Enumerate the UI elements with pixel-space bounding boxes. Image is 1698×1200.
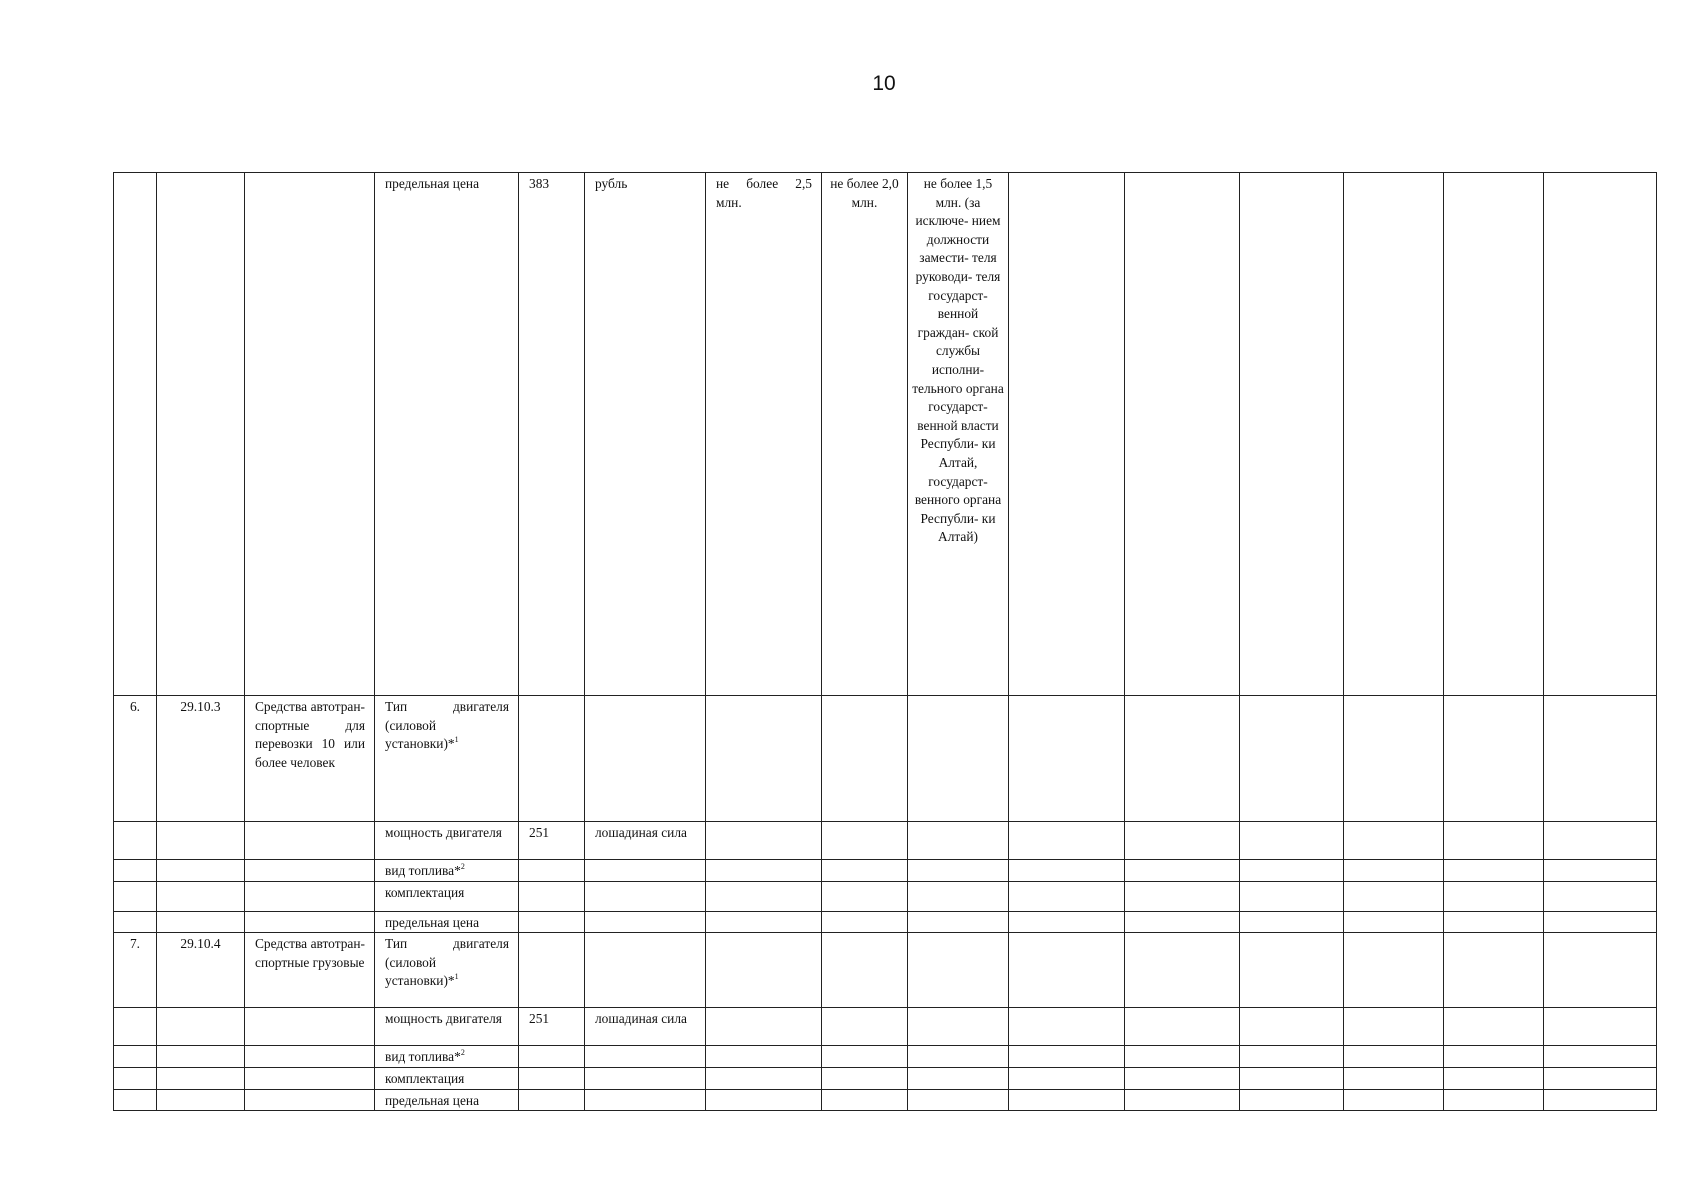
empty-cell	[1125, 1089, 1240, 1111]
empty-cell	[908, 881, 1009, 911]
empty-cell	[1444, 860, 1544, 882]
unit-code-cell	[519, 696, 585, 822]
empty-cell	[1544, 1089, 1657, 1111]
empty-cell	[1240, 696, 1344, 822]
empty-cell	[1009, 1067, 1125, 1089]
empty-cell	[1240, 1046, 1344, 1068]
empty-cell	[1009, 911, 1125, 933]
empty-cell	[1125, 173, 1240, 696]
unit-name-cell	[585, 1046, 706, 1068]
characteristic-text: вид топлива*	[385, 1049, 461, 1065]
empty-cell	[1444, 911, 1544, 933]
unit-code-cell: 251	[519, 822, 585, 860]
empty-cell	[1444, 1067, 1544, 1089]
index-cell	[114, 1067, 157, 1089]
unit-code-cell	[519, 911, 585, 933]
empty-cell	[1444, 933, 1544, 1008]
characteristic-text: Тип двигателя (силовой установки)*	[385, 699, 509, 752]
footnote-marker: 2	[460, 862, 465, 871]
empty-cell	[706, 1067, 822, 1089]
table-row	[114, 1067, 1657, 1089]
empty-cell	[706, 860, 822, 882]
empty-cell	[1240, 860, 1344, 882]
unit-name-cell	[585, 696, 706, 822]
characteristic-cell	[375, 933, 519, 1008]
unit-code-cell: 251	[519, 1008, 585, 1046]
empty-cell	[822, 1046, 908, 1068]
name-cell	[245, 881, 375, 911]
characteristic-text: Тип двигателя (силовой установки)*	[385, 936, 509, 989]
empty-cell	[1125, 1046, 1240, 1068]
index-cell	[114, 860, 157, 882]
name-cell	[245, 822, 375, 860]
unit-code-cell	[519, 881, 585, 911]
empty-cell	[1009, 860, 1125, 882]
table-row	[114, 1008, 1657, 1046]
table-row	[114, 1089, 1657, 1111]
unit-code-cell	[519, 1067, 585, 1089]
characteristic-cell: предельная цена	[375, 911, 519, 933]
okpd-cell	[157, 881, 245, 911]
empty-cell	[822, 881, 908, 911]
empty-cell	[1544, 933, 1657, 1008]
index-cell	[114, 1008, 157, 1046]
empty-cell	[1009, 933, 1125, 1008]
okpd-cell: 29.10.4	[157, 933, 245, 1008]
empty-cell	[1009, 1089, 1125, 1111]
empty-cell	[1240, 1067, 1344, 1089]
unit-code-cell: 383	[519, 173, 585, 696]
empty-cell	[1344, 911, 1444, 933]
empty-cell	[908, 822, 1009, 860]
unit-name-cell	[585, 933, 706, 1008]
table-row	[114, 881, 1657, 911]
name-cell	[245, 1008, 375, 1046]
table-row	[114, 911, 1657, 933]
empty-cell	[822, 1067, 908, 1089]
empty-cell	[1444, 1008, 1544, 1046]
page-number: 10	[872, 72, 896, 95]
unit-name-cell	[585, 860, 706, 882]
empty-cell	[706, 1046, 822, 1068]
name-cell: Средства автотран-спортные грузовые	[245, 933, 375, 1008]
empty-cell	[1444, 173, 1544, 696]
empty-cell	[1240, 881, 1344, 911]
empty-cell	[706, 696, 822, 822]
okpd-cell	[157, 1046, 245, 1068]
empty-cell	[1009, 1046, 1125, 1068]
empty-cell	[822, 696, 908, 822]
characteristic-cell: мощность двигателя	[375, 1008, 519, 1046]
empty-cell	[1240, 933, 1344, 1008]
value-cell-1: не более 2,5 млн.	[706, 173, 822, 696]
empty-cell	[908, 911, 1009, 933]
index-cell	[114, 1089, 157, 1111]
empty-cell	[1344, 1046, 1444, 1068]
empty-cell	[1544, 1008, 1657, 1046]
empty-cell	[706, 1008, 822, 1046]
index-cell	[114, 911, 157, 933]
index-cell: 6.	[114, 696, 157, 822]
name-cell: Средства автотран-спортные для перевозки 10 или более человек	[245, 696, 375, 822]
empty-cell	[908, 1008, 1009, 1046]
name-cell	[245, 1067, 375, 1089]
unit-code-cell	[519, 1089, 585, 1111]
empty-cell	[1009, 881, 1125, 911]
unit-name-cell	[585, 1089, 706, 1111]
index-cell	[114, 1046, 157, 1068]
empty-cell	[1444, 822, 1544, 860]
name-cell	[245, 860, 375, 882]
index-cell	[114, 822, 157, 860]
okpd-cell	[157, 173, 245, 696]
okpd-cell	[157, 860, 245, 882]
index-cell	[114, 173, 157, 696]
empty-cell	[1344, 933, 1444, 1008]
okpd-cell	[157, 1067, 245, 1089]
name-cell	[245, 1046, 375, 1068]
empty-cell	[1444, 1046, 1544, 1068]
okpd-cell	[157, 911, 245, 933]
unit-name-cell: рубль	[585, 173, 706, 696]
empty-cell	[908, 1046, 1009, 1068]
empty-cell	[1544, 860, 1657, 882]
empty-cell	[1125, 822, 1240, 860]
empty-cell	[1125, 696, 1240, 822]
empty-cell	[822, 860, 908, 882]
unit-name-cell: лошадиная сила	[585, 822, 706, 860]
empty-cell	[822, 822, 908, 860]
empty-cell	[1344, 1089, 1444, 1111]
characteristic-cell: комплектация	[375, 1067, 519, 1089]
empty-cell	[1009, 1008, 1125, 1046]
value-cell-3: не более 1,5 млн. (за исключе- нием должности замести- теля руководи- теля государст- венной граждан- ской службы исполни- тельного органа государст- венной власти Республи- ки Алтай, государст- венного органа Республи- ки Алтай)	[908, 173, 1009, 696]
empty-cell	[1009, 696, 1125, 822]
empty-cell	[1344, 696, 1444, 822]
empty-cell	[1544, 822, 1657, 860]
empty-cell	[822, 1008, 908, 1046]
empty-cell	[822, 1089, 908, 1111]
table-row	[114, 860, 1657, 882]
empty-cell	[908, 1089, 1009, 1111]
empty-cell	[1240, 173, 1344, 696]
empty-cell	[1009, 173, 1125, 696]
empty-cell	[1344, 1067, 1444, 1089]
name-cell	[245, 911, 375, 933]
name-cell	[245, 173, 375, 696]
empty-cell	[1125, 1067, 1240, 1089]
empty-cell	[1125, 911, 1240, 933]
empty-cell	[1444, 1089, 1544, 1111]
footnote-marker: 1	[454, 972, 459, 982]
unit-name-cell: лошадиная сила	[585, 1008, 706, 1046]
empty-cell	[1344, 1008, 1444, 1046]
empty-cell	[908, 1067, 1009, 1089]
empty-cell	[1544, 881, 1657, 911]
empty-cell	[1444, 696, 1544, 822]
empty-cell	[908, 933, 1009, 1008]
name-cell	[245, 1089, 375, 1111]
empty-cell	[1544, 911, 1657, 933]
unit-code-cell	[519, 860, 585, 882]
empty-cell	[1240, 1089, 1344, 1111]
empty-cell	[1009, 822, 1125, 860]
index-cell: 7.	[114, 933, 157, 1008]
table-row	[114, 173, 1657, 696]
okpd-cell: 29.10.3	[157, 696, 245, 822]
empty-cell	[706, 881, 822, 911]
empty-cell	[1444, 881, 1544, 911]
characteristic-text: вид топлива*	[385, 863, 461, 878]
empty-cell	[1544, 1046, 1657, 1068]
okpd-cell	[157, 1089, 245, 1111]
empty-cell	[1125, 881, 1240, 911]
empty-cell	[1240, 1008, 1344, 1046]
index-cell	[114, 881, 157, 911]
table-row	[114, 933, 1657, 1008]
empty-cell	[706, 1089, 822, 1111]
empty-cell	[1544, 696, 1657, 822]
characteristic-cell	[375, 860, 519, 882]
characteristic-cell	[375, 1046, 519, 1068]
table-row	[114, 822, 1657, 860]
characteristic-cell: мощность двигателя	[375, 822, 519, 860]
characteristic-cell: предельная цена	[375, 173, 519, 696]
empty-cell	[908, 860, 1009, 882]
empty-cell	[706, 911, 822, 933]
table-row	[114, 1046, 1657, 1068]
empty-cell	[1344, 881, 1444, 911]
empty-cell	[1344, 860, 1444, 882]
unit-name-cell	[585, 911, 706, 933]
characteristic-cell: комплектация	[375, 881, 519, 911]
table-row	[114, 696, 1657, 822]
empty-cell	[1240, 822, 1344, 860]
unit-code-cell	[519, 1046, 585, 1068]
empty-cell	[1125, 1008, 1240, 1046]
okpd-cell	[157, 822, 245, 860]
empty-cell	[1125, 933, 1240, 1008]
okpd-cell	[157, 1008, 245, 1046]
empty-cell	[1544, 1067, 1657, 1089]
requirements-table	[113, 172, 1657, 1111]
empty-cell	[822, 911, 908, 933]
footnote-marker: 2	[460, 1048, 465, 1058]
unit-name-cell	[585, 1067, 706, 1089]
characteristic-cell	[375, 696, 519, 822]
unit-code-cell	[519, 933, 585, 1008]
empty-cell	[908, 696, 1009, 822]
empty-cell	[706, 933, 822, 1008]
value-cell-2: не более 2,0 млн.	[822, 173, 908, 696]
empty-cell	[1344, 822, 1444, 860]
footnote-marker: 1	[454, 735, 459, 745]
empty-cell	[706, 822, 822, 860]
empty-cell	[1125, 860, 1240, 882]
empty-cell	[1344, 173, 1444, 696]
empty-cell	[1544, 173, 1657, 696]
characteristic-cell: предельная цена	[375, 1089, 519, 1111]
empty-cell	[822, 933, 908, 1008]
unit-name-cell	[585, 881, 706, 911]
empty-cell	[1240, 911, 1344, 933]
